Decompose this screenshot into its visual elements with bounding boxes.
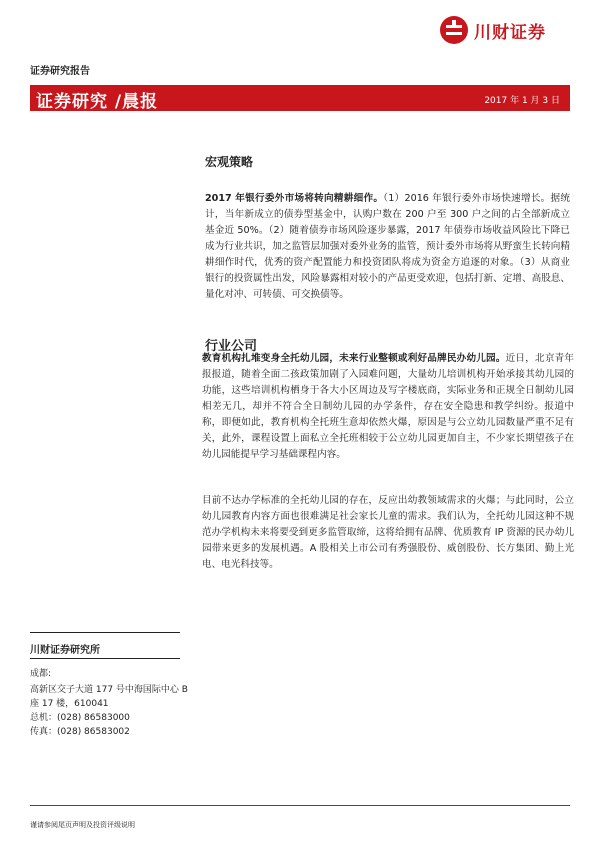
disclaimer-note: 谨请参阅尾页声明及投资评级说明: [30, 821, 135, 829]
institute-city: 成都:: [30, 669, 52, 679]
section-lead-industry: 教育机构扎堆变身全托幼儿园，未来行业整顿或利好品牌民办幼儿园。: [202, 353, 506, 364]
section-text-macro: （1）2016 年银行委外市场快速增长。据统计，当年新成立的债券型基金中，认购户数在 200 户至 300 户之间的占全部新成立基金近 50%。（2）随着债券市场风险逐步暴露，2017 年债券市场收益风险比下降已成为行业共识，加之监管层加强对委外业务的监管，预计委外市场将从野蛮生长转向精耕细作时代，优秀的资产配置能力和投资团队将成为资金方追逐的对象。（3）从商业银行的投资属性出发，风险暴露相对较小的产品更受欢迎，包括打新、定增、高股息、量化对冲、可转债、可交换债等。: [205, 193, 570, 300]
report-date: 2017 年 1 月 3 日: [484, 96, 560, 106]
institute-name: 川财证券研究所: [30, 645, 100, 656]
institute-address-2: 座 17 楼，610041: [30, 699, 109, 709]
section-body-industry: [202, 351, 574, 463]
institute-address-1: 高新区交子大道 177 号中海国际中心 B: [30, 685, 188, 695]
section-title-industry: 行业公司: [205, 339, 258, 354]
section-text-industry: 近日，北京青年报报道，随着全面二孩政策加剧了入园难问题，大量幼儿培训机构开始承接其幼儿园的功能，这些培训机构栖身于各大小区周边及写字楼底商，实际业务和正规全日制幼儿园相差无几，却并不符合全日制幼儿园的办学条件，存在安全隐患和教学纠纷。报道中称，即便如此，教育机构全托班生意却依然火爆，原因是与公立幼儿园数量严重不足有关，此外，课程设置上面私立全托班相较于公立幼儿园更加自主，不少家长期望孩子在幼儿园能提早学习基础课程内容。: [202, 353, 575, 460]
brand-name: 川财证券: [474, 22, 546, 43]
divider: [30, 658, 180, 659]
section-body-industry-2: 目前不达办学标准的全托幼儿园的存在，反应出幼教领域需求的火爆；与此同时，公立幼儿园教育内容方面也很难满足社会家长儿童的需求。我们认为，全托幼儿园这种不规范办学机构未来将要受到更多监管取缔，这将给拥有品牌、优质教育 IP 资源的民办幼儿园带来更多的发展机遇。A 股相关上市公司有秀强股份、威创股份、长方集团、勤上光电、电光科技等。: [202, 495, 574, 570]
divider: [30, 632, 180, 633]
section-body-macro: [205, 191, 570, 303]
section-title-macro: 宏观策略: [205, 155, 254, 169]
banner-title: 证券研究 /晨报: [36, 92, 159, 112]
title-banner: [30, 85, 570, 111]
logo-mark-icon: [440, 16, 468, 44]
section-lead-macro: 2017 年银行委外市场将转向精耕细作。: [205, 193, 384, 204]
brand-logo: [440, 14, 570, 46]
footer-rule: [30, 805, 570, 806]
institute-fax: 传真：(028) 86583002: [30, 727, 130, 737]
report-type: 证券研究报告: [30, 66, 90, 77]
institute-phone: 总机：(028) 86583000: [30, 713, 130, 723]
